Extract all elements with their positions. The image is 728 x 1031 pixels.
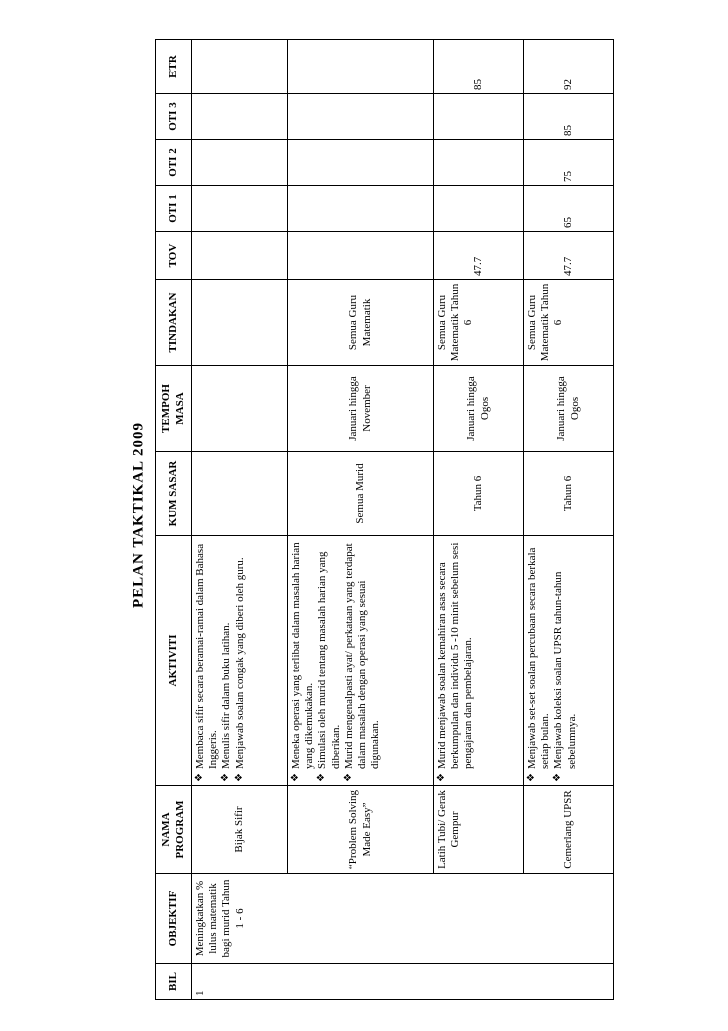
- cell-oti1: [192, 186, 288, 232]
- cell-etr: 92: [524, 40, 614, 94]
- header-tov: TOV: [156, 232, 192, 280]
- cell-oti3: [192, 94, 288, 140]
- cell-program: “Problem Solving Made Easy”: [288, 786, 434, 874]
- cell-oti1: 65: [524, 186, 614, 232]
- cell-etr: 85: [434, 40, 524, 94]
- header-kum-sasar: KUM SASAR: [156, 452, 192, 536]
- activity-item: ❖ Murid mengenalpasti ayat/ perkataan yang terdapat dalam masalah dengan operasi yang sesuai digunakan.: [343, 539, 383, 782]
- cell-oti2: [434, 140, 524, 186]
- cell-oti3: 85: [524, 94, 614, 140]
- cell-tov: 47.7: [434, 232, 524, 280]
- activity-item: ❖ Menjawab soalan congak yang diberi oleh guru.: [234, 539, 247, 782]
- cell-oti2: [288, 140, 434, 186]
- table-row: [434, 40, 524, 1000]
- cell-oti2: [192, 140, 288, 186]
- cell-program: Latih Tubi/ Gerak Gempur: [434, 786, 524, 874]
- activity-item: ❖ Simulasi oleh murid tentang masalah harian yang diberikan.: [316, 539, 342, 782]
- tactical-plan-table-wrapper: [155, 40, 613, 1000]
- cell-tempoh: Januari hingga November: [288, 366, 434, 452]
- cell-objektif: Meningkatkan % lulus matematik bagi murid Tahun 1 - 6: [192, 874, 614, 964]
- activity-item: ❖ Membaca sifir secara beramai-ramai dalam Bahasa Inggeris.: [194, 539, 220, 782]
- header-oti2: OTI 2: [156, 140, 192, 186]
- cell-tempoh: Januari hingga Ogos: [524, 366, 614, 452]
- header-oti3: OTI 3: [156, 94, 192, 140]
- cell-aktiviti: [288, 536, 434, 786]
- cell-tindakan: Semua Guru Matematik Tahun 6: [434, 280, 524, 366]
- cell-kum-sasar: Tahun 6: [434, 452, 524, 536]
- header-nama-program: NAMA PROGRAM: [156, 786, 192, 874]
- cell-aktiviti: [434, 536, 524, 786]
- cell-etr: [192, 40, 288, 94]
- cell-etr: [288, 40, 434, 94]
- cell-tov: [192, 232, 288, 280]
- header-etr: ETR: [156, 40, 192, 94]
- header-row: [156, 40, 192, 1000]
- cell-kum-sasar: Tahun 6: [524, 452, 614, 536]
- cell-tindakan: Semua Guru Matematik Tahun 6: [524, 280, 614, 366]
- cell-tempoh: [192, 366, 288, 452]
- cell-kum-sasar: Semua Murid: [288, 452, 434, 536]
- activity-item: ❖ Murid menjawab soalan kemahiran asas secara berkumpulan dan individu 5 -10 minit sebelum sesi pengajaran dan pembelajaran.: [436, 539, 476, 782]
- activity-item: ❖ Menulis sifir dalam buku latihan.: [220, 539, 233, 782]
- cell-oti1: [288, 186, 434, 232]
- cell-kum-sasar: [192, 452, 288, 536]
- activity-item: ❖ Meneka operasi yang terlibat dalam masalah harian yang dikemukakan.: [290, 539, 316, 782]
- activity-item: ❖ Menjawab set-set soalan percubaan secara berkala setiap bulan.: [526, 539, 552, 782]
- cell-tindakan: [192, 280, 288, 366]
- header-objektif: OBJEKTIF: [156, 874, 192, 964]
- cell-bil: 1: [192, 964, 614, 1000]
- cell-oti2: 75: [524, 140, 614, 186]
- table-row: [524, 40, 614, 1000]
- cell-oti3: [434, 94, 524, 140]
- tactical-plan-table: [155, 39, 614, 1000]
- cell-oti3: [288, 94, 434, 140]
- header-oti1: OTI 1: [156, 186, 192, 232]
- table-row: [288, 40, 434, 1000]
- header-tempoh-masa: TEMPOH MASA: [156, 366, 192, 452]
- table-row: [192, 40, 288, 1000]
- cell-tindakan: Semua Guru Matematik: [288, 280, 434, 366]
- cell-aktiviti: [524, 536, 614, 786]
- cell-tov: [288, 232, 434, 280]
- activity-item: ❖ Menjawab koleksi soalan UPSR tahun-tahun sebelumnya.: [552, 539, 578, 782]
- header-tindakan: TINDAKAN: [156, 280, 192, 366]
- page-title: PELAN TAKTIKAL 2009: [130, 422, 147, 608]
- header-bil: BIL: [156, 964, 192, 1000]
- cell-tempoh: Januari hingga Ogos: [434, 366, 524, 452]
- header-aktiviti: AKTIVITI: [156, 536, 192, 786]
- cell-aktiviti: [192, 536, 288, 786]
- cell-program: Cemerlang UPSR: [524, 786, 614, 874]
- cell-oti1: [434, 186, 524, 232]
- cell-program: Bijak Sifir: [192, 786, 288, 874]
- cell-tov: 47.7: [524, 232, 614, 280]
